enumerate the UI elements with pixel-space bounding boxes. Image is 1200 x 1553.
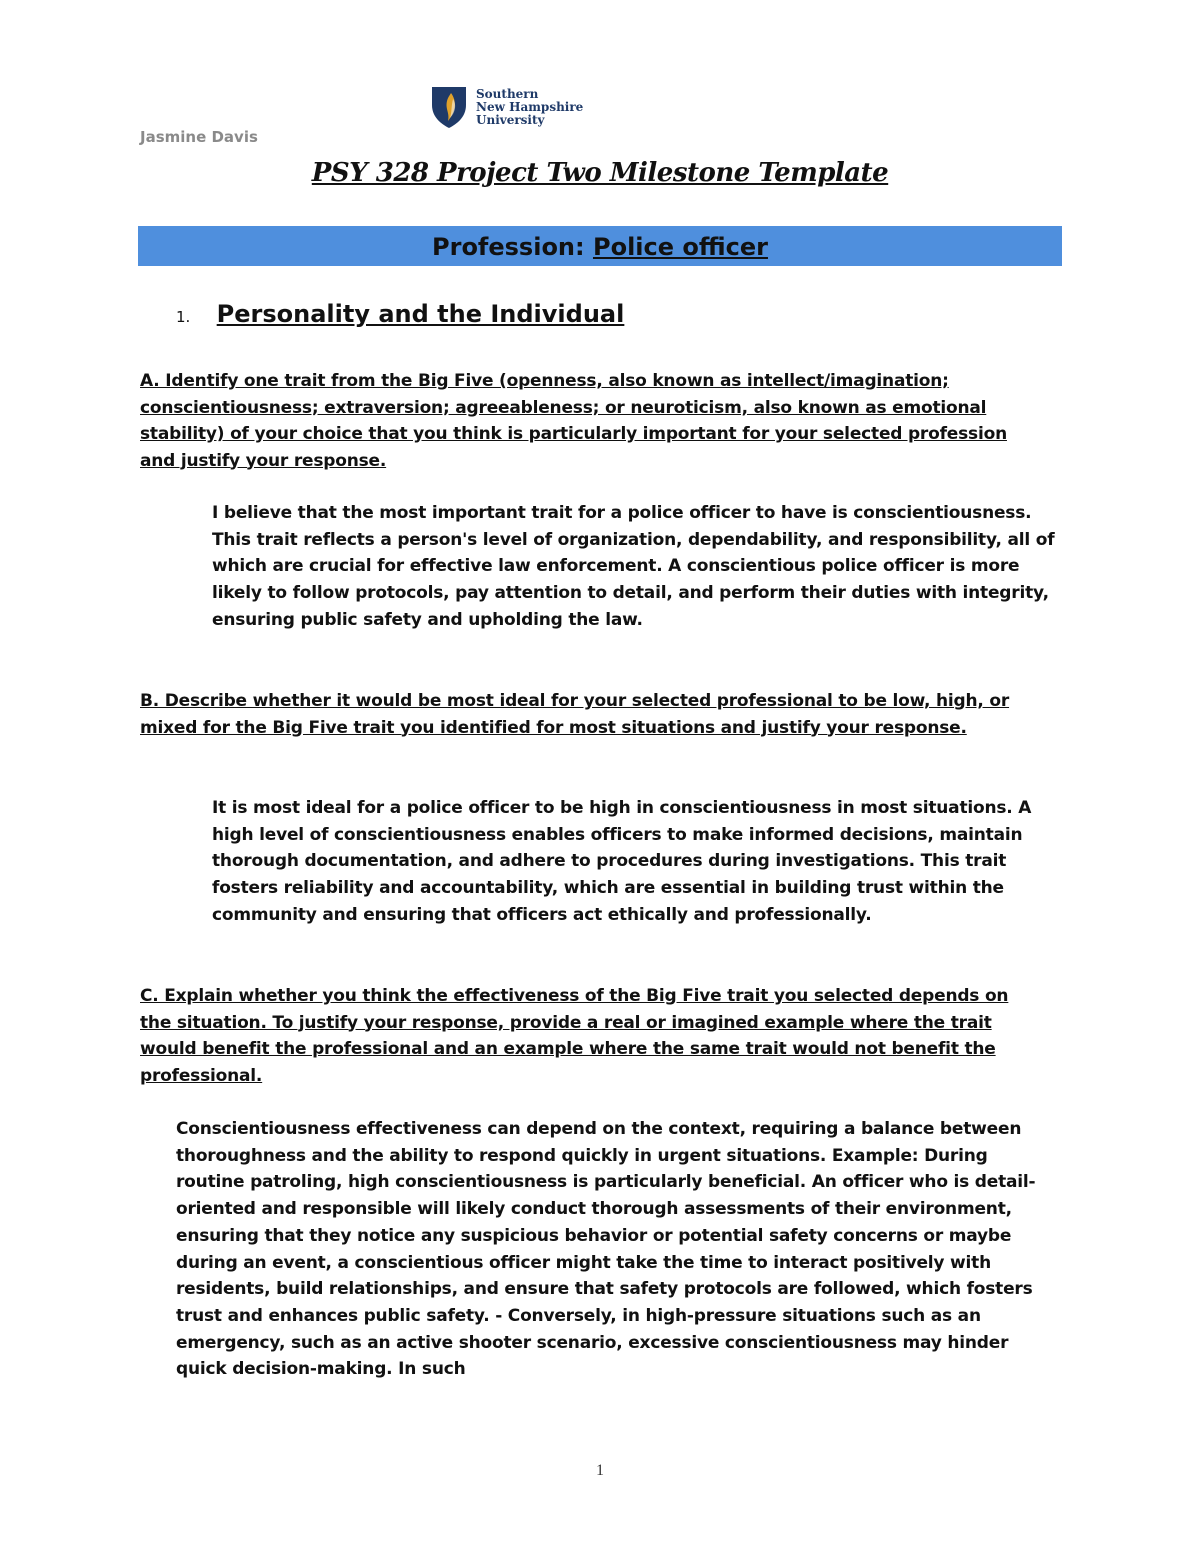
- profession-label: Profession:: [432, 233, 593, 261]
- shield-flame-icon: [430, 85, 468, 129]
- university-logo: [430, 84, 583, 130]
- logo-wordmark: [476, 88, 583, 127]
- logo-line: University: [476, 112, 545, 127]
- page-number: 1: [596, 1462, 604, 1479]
- profession-banner: [138, 226, 1062, 266]
- section-heading: [176, 300, 624, 328]
- section-title: Personality and the Individual: [216, 300, 625, 328]
- question-a-prompt: A. Identify one trait from the Big Five (openness, also known as intellect/imagination; conscientiousness; extraversion; agreeableness; or neuroticism, also known as emotional stability) of your choice that you think is particularly important for your selected profession and justify your response.: [140, 371, 1007, 471]
- author-name: Jasmine Davis: [140, 128, 258, 146]
- question-c-prompt: C. Explain whether you think the effectiveness of the Big Five trait you selected depends on the situation. To justify your response, provide a real or imagined example where the trait would benefit the professional and an example where the same trait would not benefit the professional.: [140, 986, 1009, 1086]
- logo-line: New Hampshire: [476, 99, 584, 114]
- question-b-prompt: B. Describe whether it would be most ideal for your selected professional to be low, high, or mixed for the Big Five trait you identified for most situations and justify your response.: [140, 691, 1010, 738]
- section-number: 1.: [176, 308, 191, 326]
- profession-value: Police officer: [592, 233, 768, 261]
- question-a-answer: I believe that the most important trait for a police officer to have is conscientiousness. This trait reflects a person's level of organization, dependability, and responsibility, all of which are crucial for effective law enforcement. A conscientious police officer is more likely to follow protocols, pay attention to detail, and perform their duties with integrity, ensuring public safety and upholding the law.: [212, 503, 1055, 630]
- logo-line: Southern: [476, 86, 539, 101]
- question-b-answer: It is most ideal for a police officer to be high in conscientiousness in most situations. A high level of conscientiousness enables officers to make informed decisions, maintain thorough documentation, and adhere to procedures during investigations. This trait fosters reliability and accountability, which are essential in building trust within the community and ensuring that officers act ethically and professionally.: [212, 798, 1032, 925]
- document-title: PSY 328 Project Two Milestone Template: [311, 158, 889, 188]
- question-c-answer: Conscientiousness effectiveness can depend on the context, requiring a balance between thoroughness and the ability to respond quickly in urgent situations. Example: During routine patroling, high conscientiousness is particularly beneficial. An officer who is detail-oriented and responsible will likely conduct thorough assessments of their environment, ensuring that they notice any suspicious behavior or potential safety concerns or maybe during an event, a conscientious officer might take the time to interact positively with residents, build relationships, and ensure that safety protocols are followed, which fosters trust and enhances public safety. - Conversely, in high-pressure situations such as an emergency, such as an active shooter scenario, excessive conscientiousness may hinder quick decision-making. In such: [176, 1119, 1036, 1380]
